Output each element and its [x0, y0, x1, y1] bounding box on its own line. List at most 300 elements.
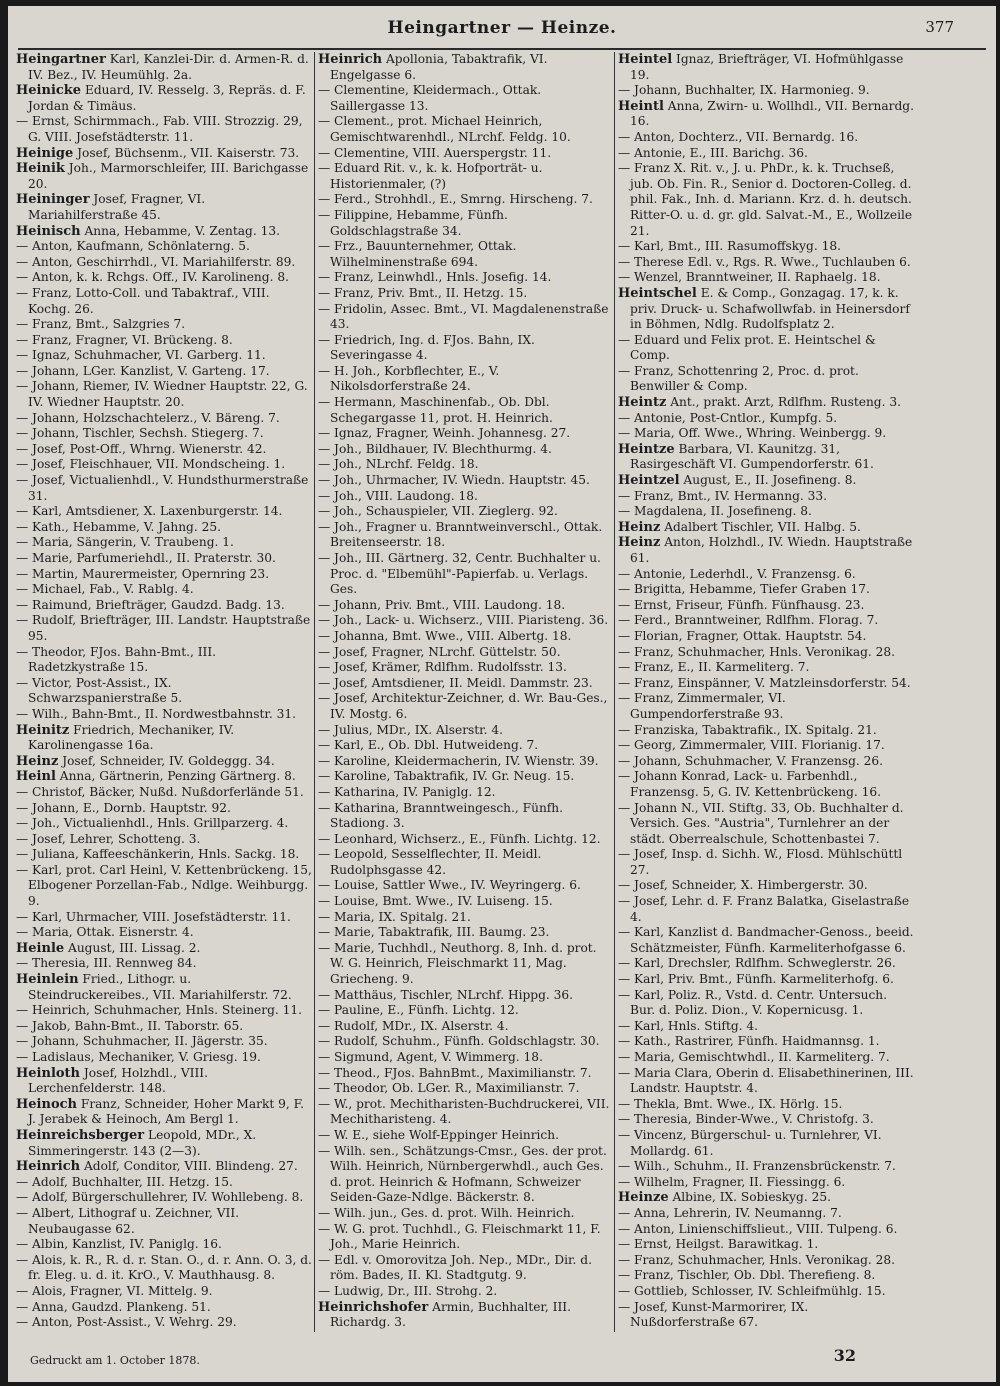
directory-entry — [318, 894, 612, 910]
entry-text: — Ernst, Friseur, Fünfh. Fünfhausg. 23. — [618, 597, 865, 612]
entry-text: — Karl, Priv. Bmt., Fünfh. Karmeliterhofg. 6. — [618, 972, 894, 987]
directory-entry — [318, 598, 612, 614]
directory-entry — [318, 910, 612, 926]
directory-entry — [618, 723, 914, 739]
directory-entry — [618, 161, 914, 239]
directory-entry — [618, 1284, 914, 1300]
directory-entry — [618, 473, 914, 489]
directory-entry — [318, 192, 612, 208]
directory-entry — [618, 1050, 914, 1066]
entry-text: — Ferd., Branntweiner, Rdlfhm. Florag. 7. — [618, 613, 879, 628]
entry-text: — Johann N., VII. Stiftg. 33, Ob. Buchhalter d. Versich. Ges. "Austria", Turnlehrer an der städt. Oberrealschule, Schottenbastei 7. — [618, 800, 904, 846]
directory-entry — [318, 395, 612, 426]
entry-text: — Anna, Gaudzd. Plankeng. 51. — [16, 1299, 211, 1314]
entry-text: — Theodor, Ob. LGer. R., Maximilianstr. 7. — [318, 1081, 580, 1096]
directory-entry — [16, 442, 314, 458]
entry-text: — Ladislaus, Mechaniker, V. Griesg. 19. — [16, 1050, 261, 1064]
entry-text: — Therese Edl. v., Rgs. R. Wwe., Tuchlauben 6. — [618, 254, 911, 269]
directory-entry — [618, 333, 914, 364]
entry-text: — Georg, Zimmermaler, VIII. Florianig. 17. — [618, 738, 885, 753]
entry-text: — Louise, Sattler Wwe., IV. Weyringerg. 6. — [318, 878, 581, 893]
entry-text: — Sigmund, Agent, V. Wimmerg. 18. — [318, 1050, 543, 1064]
entry-text: — Adolf, Buchhalter, III. Hetzg. 15. — [16, 1174, 233, 1189]
directory-entry — [16, 941, 314, 957]
entry-text: — Johann, Tischler, Sechsh. Stiegerg. 7. — [16, 426, 264, 441]
directory-entry — [318, 785, 612, 801]
entry-surname: Heinrich — [16, 1159, 81, 1175]
entry-text: — Clementine, VIII. Auerspergstr. 11. — [318, 145, 552, 160]
entry-text: Albine, IX. Sobieskyg. 25. — [672, 1190, 831, 1205]
entry-text: — Josef, Architektur-Zeichner, d. Wr. Bau-Ges., IV. Mostg. 6. — [318, 691, 608, 721]
directory-entry — [618, 1034, 914, 1050]
entry-surname: Heinle — [16, 940, 65, 956]
entry-text: — Joh., Uhrmacher, IV. Wiedn. Hauptstr. 45. — [318, 473, 590, 488]
directory-entry — [618, 1066, 914, 1097]
directory-entry — [16, 582, 314, 598]
directory-entry — [318, 941, 612, 988]
entry-text: — Eduard und Felix prot. E. Heintschel & Comp. — [618, 332, 876, 363]
entry-text: — Josef, Lehrer, Schotteng. 3. — [16, 831, 201, 846]
directory-entry — [318, 1206, 612, 1222]
entry-text: — Michael, Fab., V. Rablg. 4. — [16, 582, 194, 597]
entry-text: Anton, Holzhdl., IV. Wiedn. Hauptstraße 61. — [630, 535, 913, 565]
entry-text: — Theodor, FJos. Bahn-Bmt., III. Radetzkystraße 15. — [16, 644, 217, 675]
running-head: Heingartner — Heinze. — [387, 18, 617, 38]
directory-entry — [318, 1331, 612, 1332]
entry-text: — Ignaz, Fragner, Weinh. Johannesg. 27. — [318, 426, 571, 441]
directory-entry — [618, 582, 914, 598]
entry-text: — Antonie, E., III. Barichg. 36. — [618, 145, 808, 160]
entry-text: — Karl, Drechsler, Rdlfhm. Schweglerstr. 26. — [618, 956, 896, 971]
directory-entry — [618, 130, 914, 146]
directory-entry — [318, 645, 612, 661]
entry-text: — Karl, Poliz. R., Vstd. d. Centr. Untersuch. Bur. d. Poliz. Dion., V. Kopernicusg. 1. — [618, 987, 887, 1018]
directory-entry — [16, 473, 314, 504]
directory-entry — [318, 832, 612, 848]
directory-entry — [318, 83, 612, 114]
directory-entry — [618, 1237, 914, 1253]
directory-entry — [16, 1050, 314, 1066]
entry-text: — Franz, Tischler, Ob. Dbl. Therefieng. 8. — [618, 1268, 876, 1283]
directory-entry — [618, 99, 914, 130]
entry-text: — Marie, Parfumeriehdl., II. Praterstr. 30. — [16, 551, 276, 565]
directory-entry — [16, 847, 314, 863]
entry-text: — Anton, Kaufmann, Schönlaterng. 5. — [16, 239, 250, 254]
entry-text: — Martin, Maurermeister, Opernring 23. — [16, 566, 270, 581]
directory-entry — [618, 691, 914, 722]
entry-text: — Adolf, Bürgerschullehrer, IV. Wohllebeng. 8. — [16, 1190, 304, 1205]
entry-text: — Johann, Schuhmacher, V. Franzensg. 26. — [618, 753, 883, 768]
directory-entry — [16, 567, 314, 583]
entry-surname: Heintschel — [618, 285, 697, 301]
entry-text: — Johann, Riemer, IV. Wiedner Hauptstr. 22, G. IV. Wiedner Hauptstr. 20. — [16, 379, 308, 410]
directory-entry — [318, 146, 612, 162]
entry-text: Armin, Buchhalter, III. Richardg. 3. — [330, 1299, 571, 1330]
entry-text: — Karl, Amtsdiener, X. Laxenburgerstr. 14. — [16, 504, 283, 519]
entry-text: — Antonie, Lederhdl., V. Franzensg. 6. — [618, 566, 856, 581]
directory-entry — [318, 239, 612, 270]
entry-surname: Heinz — [618, 535, 661, 551]
entry-text: — Josef, Schneider, X. Himbergerstr. 30. — [618, 878, 868, 893]
directory-entry — [16, 379, 314, 410]
entry-text: — Marie, Tuchhdl., Neuthorg. 8, Inh. d. prot. W. G. Heinrich, Fleischmarkt 11, Mag. Griecheng. 9. — [318, 940, 597, 987]
directory-entry — [16, 1237, 314, 1253]
directory-entry — [16, 239, 314, 255]
entry-text: — Franz, Schottenring 2, Proc. d. prot. Benwiller & Comp. — [618, 363, 859, 394]
directory-entry — [618, 1019, 914, 1035]
entry-text — [16, 1331, 245, 1332]
directory-entry — [618, 1097, 914, 1113]
entry-text: — Johanna, Bmt. Wwe., VIII. Albertg. 18. — [318, 628, 572, 643]
entry-text: — Wenzel, Branntweiner, II. Raphaelg. 18. — [618, 270, 881, 285]
entry-text: — Maria, Sängerin, V. Traubeng. 1. — [16, 535, 234, 550]
directory-entry — [16, 801, 314, 817]
directory-entry — [318, 1128, 612, 1144]
entry-text: — Karoline, Tabaktrafik, IV. Gr. Neug. 15. — [318, 769, 575, 784]
directory-entry — [16, 286, 314, 317]
directory-entry — [16, 411, 314, 427]
entry-text: — Anton, Geschirrhdl., VI. Mariahilferstr. 89. — [16, 254, 296, 269]
entry-text: — Franz, Priv. Bmt., II. Hetzg. 15. — [318, 285, 528, 300]
entry-text: August, E., II. Josefineng. 8. — [683, 473, 857, 488]
directory-entry — [618, 1300, 914, 1331]
directory-entry — [618, 270, 914, 286]
entry-text: — Gottlieb, Schlosser, IV. Schleifmühlg. 15. — [618, 1283, 886, 1298]
directory-entry — [318, 691, 612, 722]
entry-text: Anna, Gärtnerin, Penzing Gärtnerg. 8. — [59, 769, 296, 784]
directory-entry — [618, 598, 914, 614]
entry-text: — Filippine, Hebamme, Fünfh. Goldschlagstraße 34. — [318, 207, 508, 238]
entry-text: — Clement., prot. Michael Heinrich, Gemischtwarenhdl., NLrchf. Feldg. 10. — [318, 114, 571, 144]
entry-text: — Katharina, Branntweingesch., Fünfh. Stadiong. 3. — [318, 800, 564, 831]
directory-entry — [618, 426, 914, 442]
entry-text: — Fridolin, Assec. Bmt., VI. Magdalenenstraße 43. — [318, 301, 609, 332]
directory-entry — [16, 613, 314, 644]
entry-text: Josef, Schneider, IV. Goldeggg. 34. — [62, 753, 275, 768]
directory-entry — [16, 598, 314, 614]
entry-text: — Karl, E., Ob. Dbl. Hutweideng. 7. — [318, 738, 539, 753]
directory-entry — [16, 224, 314, 240]
entry-text: — Joh., Victualienhdl., Hnls. Grillparzerg. 4. — [16, 816, 289, 831]
entry-surname — [318, 1331, 372, 1332]
entry-text: — Johann Konrad, Lack- u. Farbenhdl., Franzensg. 5, G. IV. Kettenbrückeng. 16. — [618, 769, 881, 799]
entry-surname: Heininger — [16, 192, 90, 208]
directory-entry — [16, 1159, 314, 1175]
entry-text: — Karl, Bmt., III. Rasumoffskyg. 18. — [618, 239, 841, 254]
directory-entry — [318, 489, 612, 505]
entry-text: — Hermann, Maschinenfab., Ob. Dbl. Schegargasse 11, prot. H. Heinrich. — [318, 395, 553, 425]
entry-text: — Josef, Amtsdiener, II. Meidl. Dammstr. 23. — [318, 675, 593, 690]
directory-entry — [618, 676, 914, 692]
directory-entry — [16, 1175, 314, 1191]
entry-text: — Vincenz, Bürgerschul- u. Turnlehrer, VI. Mollardg. 61. — [618, 1127, 882, 1158]
entry-surname: Heinitz — [16, 722, 70, 738]
entry-text: — Rudolf, Schuhm., Fünfh. Goldschlagstr. 30. — [318, 1034, 600, 1049]
directory-entry — [618, 1268, 914, 1284]
directory-entry — [16, 426, 314, 442]
directory-entry — [618, 442, 914, 473]
entry-text — [618, 1331, 886, 1332]
entry-text: — Franz, Schuhmacher, Hnls. Veronikag. 28. — [618, 1252, 896, 1267]
directory-entry — [618, 613, 914, 629]
entry-text: — Ludwig, Dr., III. Strohg. 2. — [318, 1283, 498, 1298]
entry-text: — Theresia, III. Rennweg 84. — [16, 956, 197, 971]
directory-entry — [16, 956, 314, 972]
entry-text: — Ernst, Schirmmach., Fab. VIII. Strozzig. 29, G. VIII. Josefstädterstr. 11. — [16, 114, 303, 144]
directory-entry — [618, 52, 914, 83]
entry-text: — Juliana, Kaffeeschänkerin, Hnls. Sackg. 18. — [16, 847, 300, 862]
entry-text: — Franz, Bmt., Salzgries 7. — [16, 317, 186, 332]
entry-text: — Julius, MDr., IX. Alserstr. 4. — [318, 722, 504, 737]
directory-entry — [618, 364, 914, 395]
entry-text: — Magdalena, II. Josefineng. 8. — [618, 504, 812, 519]
entry-text: — Friedrich, Ing. d. FJos. Bahn, IX. Severingasse 4. — [318, 332, 535, 363]
entry-text: — Theresia, Binder-Wwe., V. Christofg. 3. — [618, 1112, 874, 1127]
entry-text: — Ferd., Strohhdl., E., Smrng. Hirscheng. 7. — [318, 192, 593, 207]
entry-text: — Joh., Lack- u. Wichserz., VIII. Piaristeng. 36. — [318, 613, 609, 628]
directory-entry — [318, 769, 612, 785]
entry-text: — Wilhelm, Fragner, II. Fiessingg. 6. — [618, 1174, 846, 1189]
directory-entry — [618, 504, 914, 520]
directory-entry — [318, 660, 612, 676]
entry-text: — Louise, Bmt. Wwe., IV. Luiseng. 15. — [318, 894, 553, 909]
directory-entry — [618, 1159, 914, 1175]
directory-entry — [618, 1128, 914, 1159]
directory-entry — [318, 1019, 612, 1035]
entry-text: E. & Comp., Gonzagag. 17, k. k. priv. Druck- u. Schafwollwfab. in Heinersdorf in Böhmen, Ndlg. Rudolfsplatz 2. — [630, 285, 910, 332]
entry-text: — Maria, Off. Wwe., Whring. Weinbergg. 9. — [618, 426, 887, 441]
entry-text: — Leonhard, Wichserz., E., Fünfh. Lichtg. 12. — [318, 831, 601, 846]
directory-entry — [16, 707, 314, 723]
entry-text: — Rudolf, MDr., IX. Alserstr. 4. — [318, 1018, 509, 1033]
directory-entry — [318, 364, 612, 395]
entry-text: — Joh., Bildhauer, IV. Blechthurmg. 4. — [318, 441, 552, 456]
directory-entry — [16, 317, 314, 333]
entry-text: — Brigitta, Hebamme, Tiefer Graben 17. — [618, 582, 870, 597]
directory-entry — [16, 1190, 314, 1206]
directory-entry — [318, 1034, 612, 1050]
directory-entry — [618, 239, 914, 255]
entry-text: Ignaz, Briefträger, VI. Hofmühlgasse 19. — [630, 52, 904, 82]
directory-entry — [16, 348, 314, 364]
directory-entry — [318, 520, 612, 551]
column-divider — [614, 52, 615, 1332]
entry-text: — Maria Clara, Oberin d. Elisabethinerinen, III. Landstr. Hauptstr. 4. — [618, 1065, 914, 1096]
directory-entry — [318, 847, 612, 878]
entry-text: Anna, Hebamme, V. Zentag. 13. — [84, 223, 280, 238]
entry-text: — Wilh., Bahn-Bmt., II. Nordwestbahnstr. 31. — [16, 706, 297, 721]
directory-entry — [318, 504, 612, 520]
entry-text: — Pauline, E., Fünfh. Lichtg. 12. — [318, 1003, 519, 1018]
entry-text: — H. Joh., Korbflechter, E., V. Nikolsdorferstraße 24. — [318, 363, 500, 394]
directory-entry — [618, 878, 914, 894]
directory-entry — [16, 910, 314, 926]
directory-entry — [318, 1097, 612, 1128]
directory-entry — [318, 1050, 612, 1066]
entry-text: Leopold, MDr., X. Simmeringerstr. 143 (2—3). — [28, 1127, 257, 1158]
directory-entry — [16, 83, 314, 114]
directory-entry — [318, 1253, 612, 1284]
entry-text: — Alois, k. R., R. d. r. Stan. O., d. r. Ann. O. 3, d. fr. Eleg. u. d. it. KrO., V. Mauthhausg. 8. — [16, 1252, 312, 1283]
directory-entry — [16, 161, 314, 192]
directory-entry — [618, 1331, 914, 1332]
entry-text: — Wilh. jun., Ges. d. prot. Wilh. Heinrich. — [318, 1205, 575, 1220]
directory-entry — [618, 769, 914, 800]
directory-entry — [16, 1003, 314, 1019]
directory-entry — [16, 504, 314, 520]
directory-entry — [618, 801, 914, 848]
directory-entry — [318, 878, 612, 894]
directory-entry — [318, 988, 612, 1004]
column-3 — [618, 52, 914, 1332]
entry-surname: Heintel — [618, 52, 673, 67]
entry-text: — Anna, Lehrerin, IV. Neumanng. 7. — [618, 1205, 842, 1220]
entry-text: — Leopold, Sesselflechter, II. Meidl. Rudolphsgasse 42. — [318, 847, 542, 877]
directory-entry — [618, 255, 914, 271]
directory-entry — [318, 1066, 612, 1082]
directory-entry — [16, 925, 314, 941]
entry-text: — Frz., Bauunternehmer, Ottak. Wilhelminenstraße 694. — [318, 239, 517, 269]
directory-entry — [16, 1019, 314, 1035]
directory-entry — [618, 520, 914, 536]
directory-entry — [16, 1315, 314, 1331]
entry-text: — Franz, Schuhmacher, Hnls. Veronikag. 28. — [618, 644, 896, 659]
entry-surname: Heintz — [618, 395, 667, 411]
entry-text: — Rudolf, Briefträger, III. Landstr. Hauptstraße 95. — [16, 613, 311, 643]
directory-entry — [618, 1112, 914, 1128]
entry-text: Adalbert Tischler, VII. Halbg. 5. — [664, 519, 861, 534]
directory-entry — [16, 1097, 314, 1128]
directory-entry — [618, 738, 914, 754]
entry-text: — Karl, Hnls. Stiftg. 4. — [618, 1018, 759, 1033]
entry-text: — Franz, E., II. Karmeliterg. 7. — [618, 660, 810, 675]
entry-text: Anna, Zwirn- u. Wollhdl., VII. Bernardg. 16. — [630, 98, 914, 129]
directory-entry — [618, 972, 914, 988]
entry-text: — Raimund, Briefträger, Gaudzd. Badg. 13. — [16, 597, 285, 612]
entry-text: — Josef, Victualienhdl., V. Hundsthurmerstraße 31. — [16, 473, 309, 503]
directory-entry — [16, 52, 314, 83]
directory-entry — [16, 270, 314, 286]
print-date: Gedruckt am 1. October 1878. — [30, 1354, 200, 1367]
entry-surname: Heinrich — [318, 52, 383, 67]
entry-text: — Josef, Fleischhauer, VII. Mondscheing. 1. — [16, 457, 286, 472]
directory-entry — [318, 723, 612, 739]
directory-entry — [618, 535, 914, 566]
entry-text: — Jakob, Bahn-Bmt., II. Taborstr. 65. — [16, 1018, 244, 1033]
entry-text: — Eduard Rit. v., k. k. Hofporträt- u. Historienmaler, (?) — [318, 161, 543, 191]
directory-entry — [16, 192, 314, 223]
entry-surname: Heinloth — [16, 1065, 81, 1081]
entry-text: — Franz, Zimmermaler, VI. Gumpendorferstraße 93. — [618, 691, 786, 721]
directory-entry — [318, 52, 612, 83]
directory-entry — [16, 1206, 314, 1237]
directory-entry — [318, 1300, 612, 1331]
entry-text: — Maria, IX. Spitalg. 21. — [318, 909, 471, 924]
directory-entry — [16, 114, 314, 145]
directory-entry — [318, 1284, 612, 1300]
entry-text: Adolf, Conditor, VIII. Blindeng. 27. — [83, 1159, 298, 1174]
directory-entry — [618, 1253, 914, 1269]
entry-text: Friedrich, Mechaniker, IV. Karolinengasse 16a. — [28, 722, 235, 753]
entry-surname: Heinoch — [16, 1096, 77, 1112]
entry-text: — Karl, Kanzlist d. Bandmacher-Genoss., beeid. Schätzmeister, Fünfh. Karmeliterhofgasse 6. — [618, 925, 914, 955]
entry-text: — Karoline, Kleidermacherin, IV. Wienstr. 39. — [318, 753, 599, 768]
entry-text: — Victor, Post-Assist., IX. Schwarzspanierstraße 5. — [16, 675, 183, 706]
directory-entry — [318, 801, 612, 832]
entry-text: — Joh., VIII. Laudong. 18. — [318, 488, 478, 503]
entry-text: — Katharina, IV. Paniglg. 12. — [318, 784, 496, 799]
directory-entry — [618, 754, 914, 770]
directory-entry — [16, 1034, 314, 1050]
directory-entry — [16, 1066, 314, 1097]
entry-text: — Anton, Dochterz., VII. Bernardg. 16. — [618, 129, 859, 144]
entry-text: — Josef, Kunst-Marmorirer, IX. Nußdorferstraße 67. — [618, 1299, 809, 1330]
directory-entry — [318, 333, 612, 364]
directory-entry — [16, 785, 314, 801]
directory-entry — [618, 1206, 914, 1222]
directory-entry — [318, 925, 612, 941]
directory-entry — [16, 754, 314, 770]
directory-entry — [318, 613, 612, 629]
directory-entry — [318, 629, 612, 645]
directory-entry — [318, 426, 612, 442]
directory-entry — [16, 364, 314, 380]
entry-text: — Maria, Ottak. Eisnerstr. 4. — [16, 925, 194, 940]
entry-text: Joh., Marmorschleifer, III. Barichgasse 20. — [28, 161, 309, 191]
directory-entry — [318, 1222, 612, 1253]
entry-text: — Franz, Bmt., IV. Hermanng. 33. — [618, 488, 828, 503]
entry-text: — Johann, Buchhalter, IX. Harmonieg. 9. — [618, 83, 870, 98]
entry-surname: Heinlein — [16, 972, 79, 988]
directory-entry — [618, 925, 914, 956]
entry-surname: Heinik — [16, 161, 65, 177]
directory-entry — [16, 1128, 314, 1159]
entry-surname: Heinicke — [16, 83, 82, 99]
entry-text: — Christof, Bäcker, Nußd. Nußdorferlände 51. — [16, 784, 304, 799]
directory-entry — [16, 333, 314, 349]
directory-page — [8, 6, 996, 1382]
directory-entry — [618, 83, 914, 99]
entry-text: — Kath., Hebamme, V. Jahng. 25. — [16, 519, 221, 534]
directory-entry — [618, 411, 914, 427]
directory-entry — [618, 660, 914, 676]
header-rule — [18, 48, 986, 50]
directory-entry — [16, 816, 314, 832]
directory-entry — [618, 489, 914, 505]
entry-text: Karl, Kanzlei-Dir. d. Armen-R. d. IV. Bez., IV. Heumühlg. 2a. — [28, 52, 309, 82]
entry-text: — Franz, Fragner, VI. Brückeng. 8. — [16, 332, 233, 347]
entry-text: — Karl, Uhrmacher, VIII. Josefstädterstr. 11. — [16, 909, 291, 924]
entry-text: — Ignaz, Schuhmacher, VI. Garberg. 11. — [16, 348, 266, 363]
entry-surname: Heinz — [16, 753, 59, 769]
directory-entry — [318, 208, 612, 239]
entry-text: — Florian, Fragner, Ottak. Hauptstr. 54. — [618, 628, 867, 643]
entry-surname: Heinige — [16, 145, 74, 161]
directory-entry — [618, 629, 914, 645]
entry-text: — Franziska, Tabaktrafik., IX. Spitalg. 21. — [618, 722, 877, 737]
directory-entry — [16, 676, 314, 707]
entry-text: — Edl. v. Omorovitza Joh. Nep., MDr., Dir. d. röm. Bades, II. Kl. Stadtgutg. 9. — [318, 1252, 592, 1283]
entry-text: — W. E., siehe Wolf-Eppinger Heinrich. — [318, 1127, 559, 1142]
entry-text: — Alois, Fragner, VI. Mittelg. 9. — [16, 1283, 213, 1298]
directory-entry — [16, 832, 314, 848]
directory-entry — [16, 1300, 314, 1316]
page-number: 377 — [925, 18, 954, 36]
directory-entry — [318, 738, 612, 754]
entry-text: — Thekla, Bmt. Wwe., IX. Hörlg. 15. — [618, 1096, 843, 1111]
entry-text: — Johann, LGer. Kanzlist, V. Garteng. 17. — [16, 363, 270, 378]
column-divider — [314, 52, 315, 1332]
